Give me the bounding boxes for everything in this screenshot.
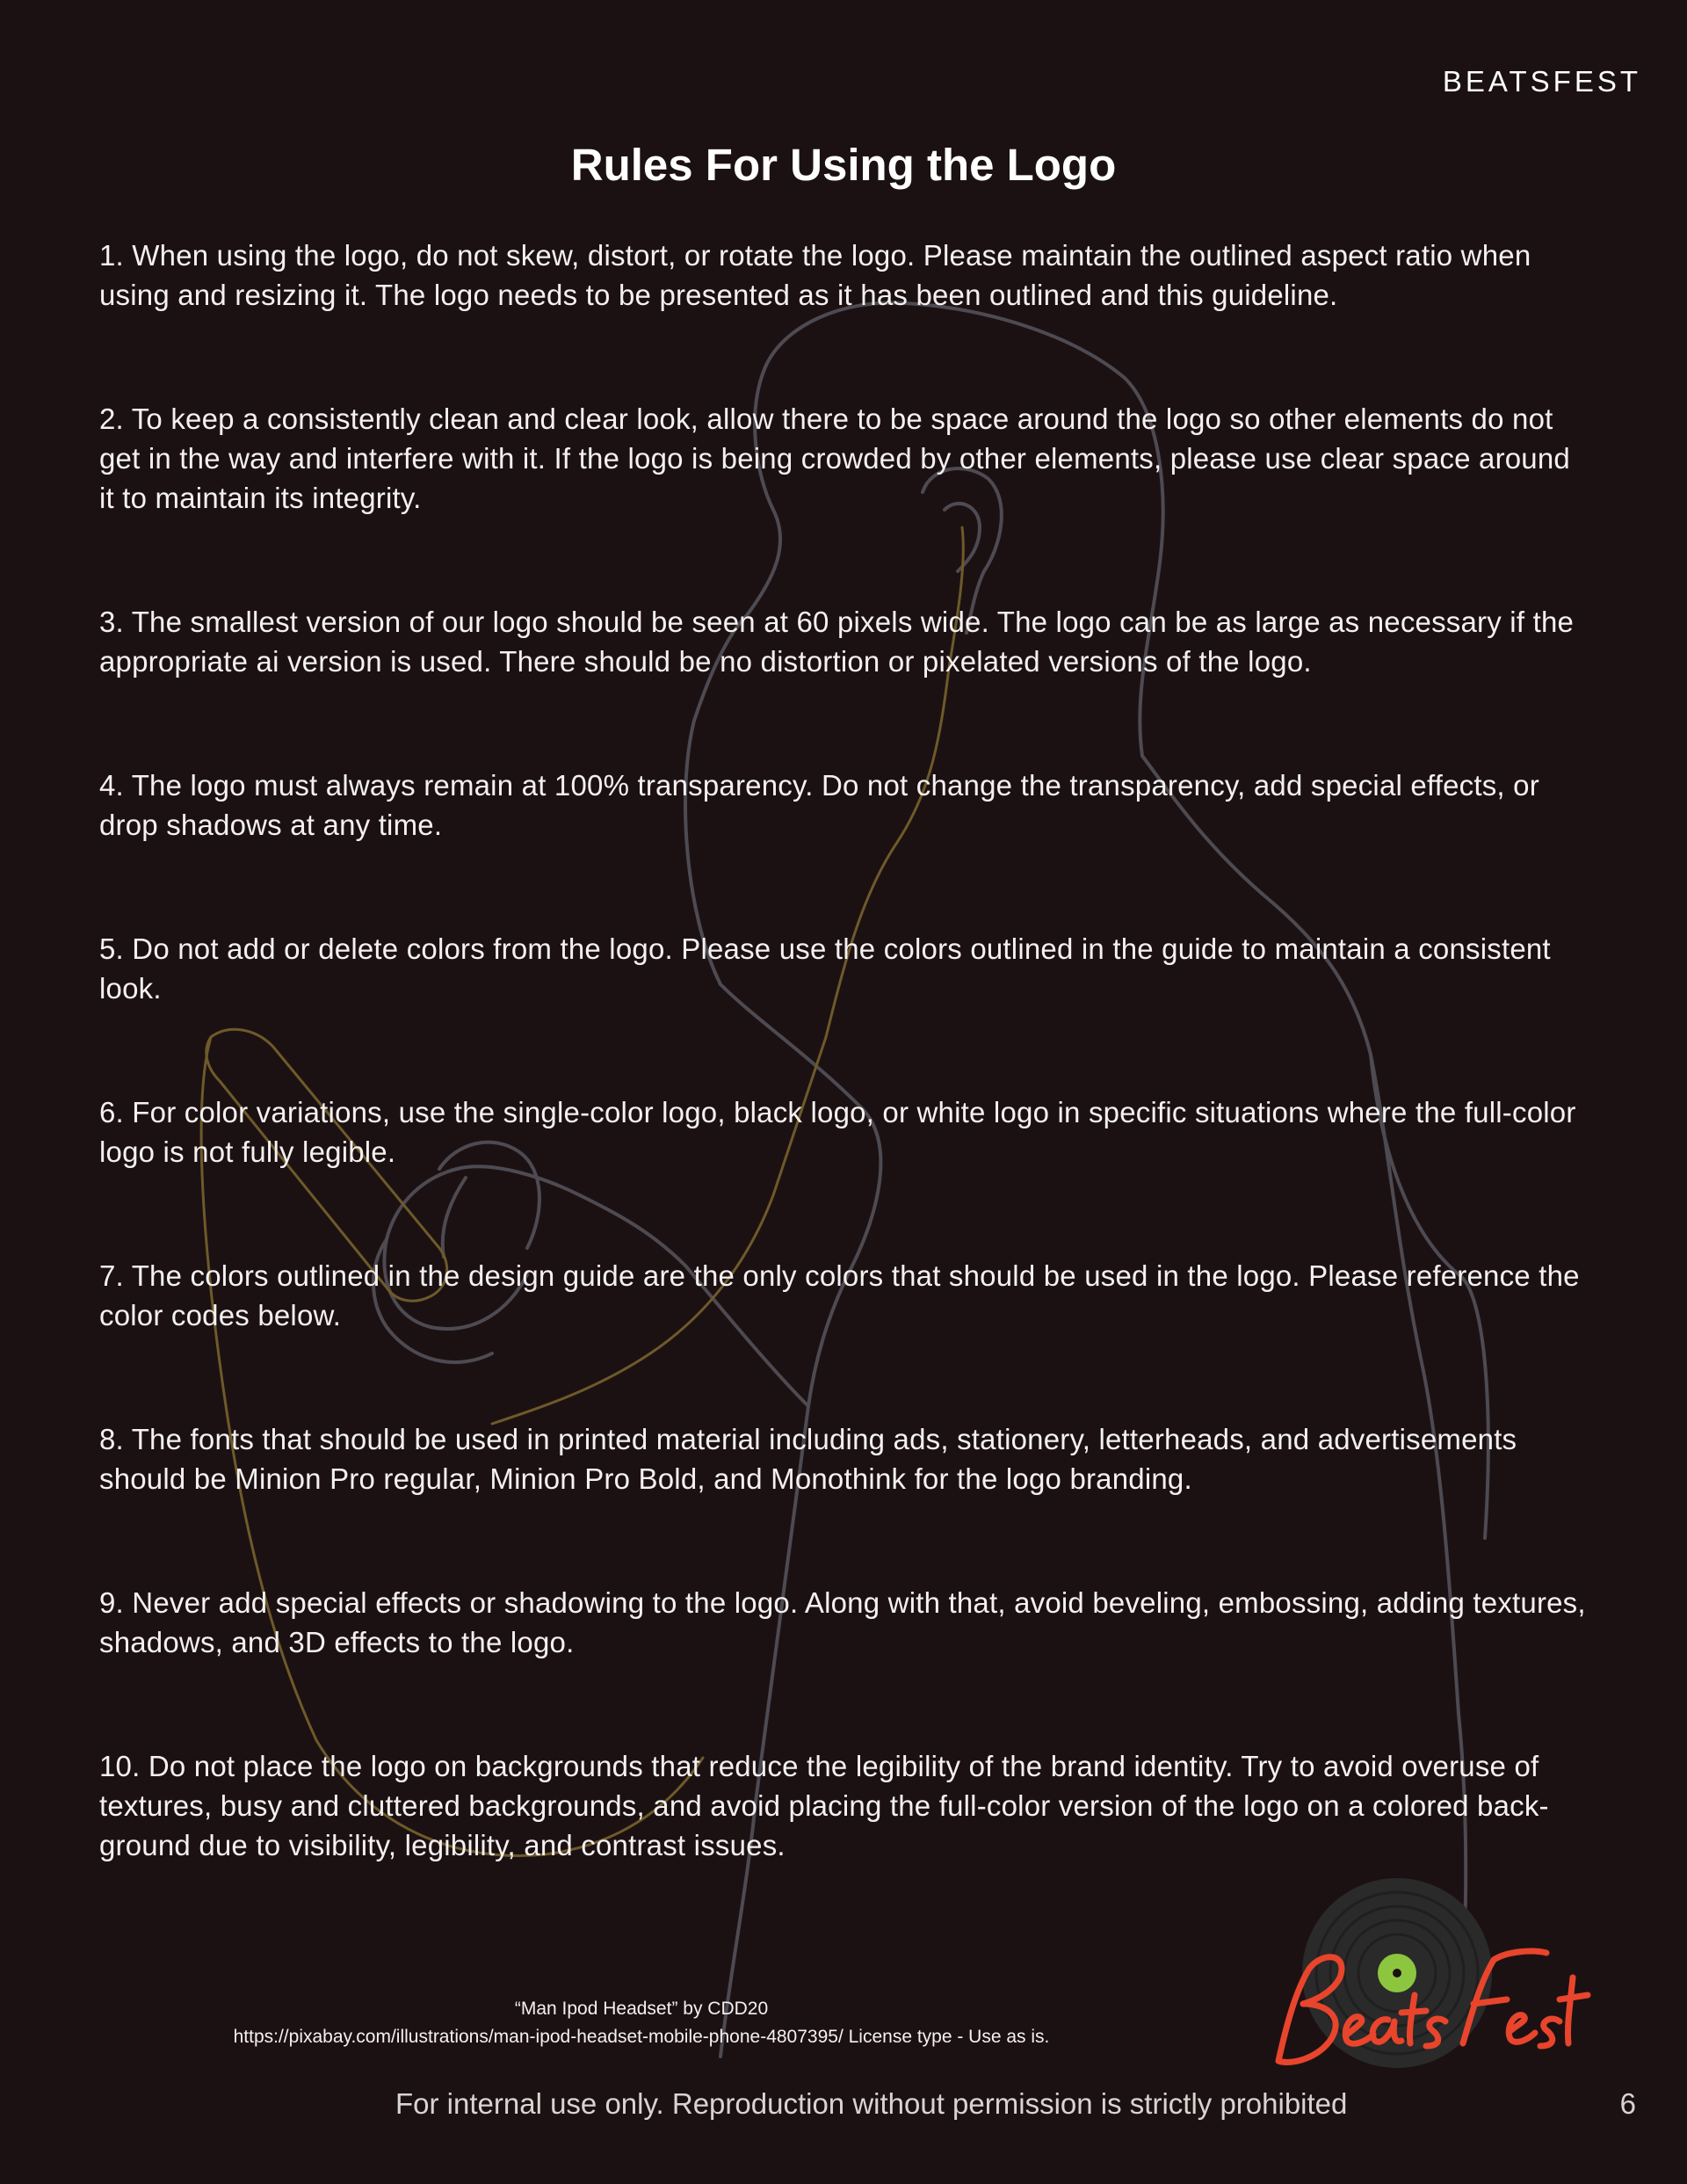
rule-7: 7. The colors outlined in the design guide are the only colors that should be used in the logo. Please reference the color codes below. [99, 1259, 1580, 1331]
rules-list [99, 236, 1593, 1949]
rule-10: 10. Do not place the logo on backgrounds that reduce the legibility of the brand identity. Try to avoid overuse of textures, busy and cluttered backgrounds, and avoid placing the full-color version of the logo on a colored back-ground due to visibility, legibility, and contrast issues. [99, 1750, 1549, 1861]
rule-4: 4. The logo must always remain at 100% transparency. Do not change the transparency, add special effects, or drop shadows at any time. [99, 769, 1539, 841]
beatsfest-logo [1243, 1872, 1595, 2101]
rule-9: 9. Never add special effects or shadowing to the logo. Along with that, avoid beveling, embossing, adding textures, shadows, and 3D effects to the logo. [99, 1586, 1586, 1658]
credit-title: “Man Ipod Headset” by CDD20 [514, 1999, 769, 2019]
rule-6: 6. For color variations, use the single-color logo, black logo, or white logo in specific situations where the full-color logo is not fully legible. [99, 1096, 1576, 1168]
rule-3: 3. The smallest version of our logo should be seen at 60 pixels wide. The logo can be as large as necessary if the appropriate ai version is used. There should be no distortion or pixelated versions of the logo. [99, 606, 1575, 678]
page-title: Rules For Using the Logo [570, 140, 1117, 190]
rule-8: 8. The fonts that should be used in printed material including ads, stationery, letterheads, and advertisements should be Minion Pro regular, Minion Pro Bold, and Monothink for the logo branding. [99, 1423, 1517, 1495]
page-number: 6 [1619, 2087, 1636, 2120]
rule-2: 2. To keep a consistently clean and clear look, allow there to be space around the logo so other elements do not get in the way and interfere with it. If the logo is being crowded by other elements, please use clear space around it to maintain its integrity. [99, 403, 1570, 514]
image-credit [185, 1995, 1098, 2051]
header-brand: BEATSFEST [1442, 65, 1641, 98]
footer-note: For internal use only. Reproduction without permission is strictly prohibited [395, 2087, 1348, 2120]
rule-1: 1. When using the logo, do not skew, distort, or rotate the logo. Please maintain the outlined aspect ratio when using and resizing it. The logo needs to be presented as it has been outlined and this guideline. [99, 239, 1531, 311]
rule-5: 5. Do not add or delete colors from the logo. Please use the colors outlined in the guide to maintain a consistent look. [99, 932, 1551, 1005]
credit-url: https://pixabay.com/illustrations/man-ipod-headset-mobile-phone-4807395/ License type - Use as is. [233, 2027, 1050, 2047]
